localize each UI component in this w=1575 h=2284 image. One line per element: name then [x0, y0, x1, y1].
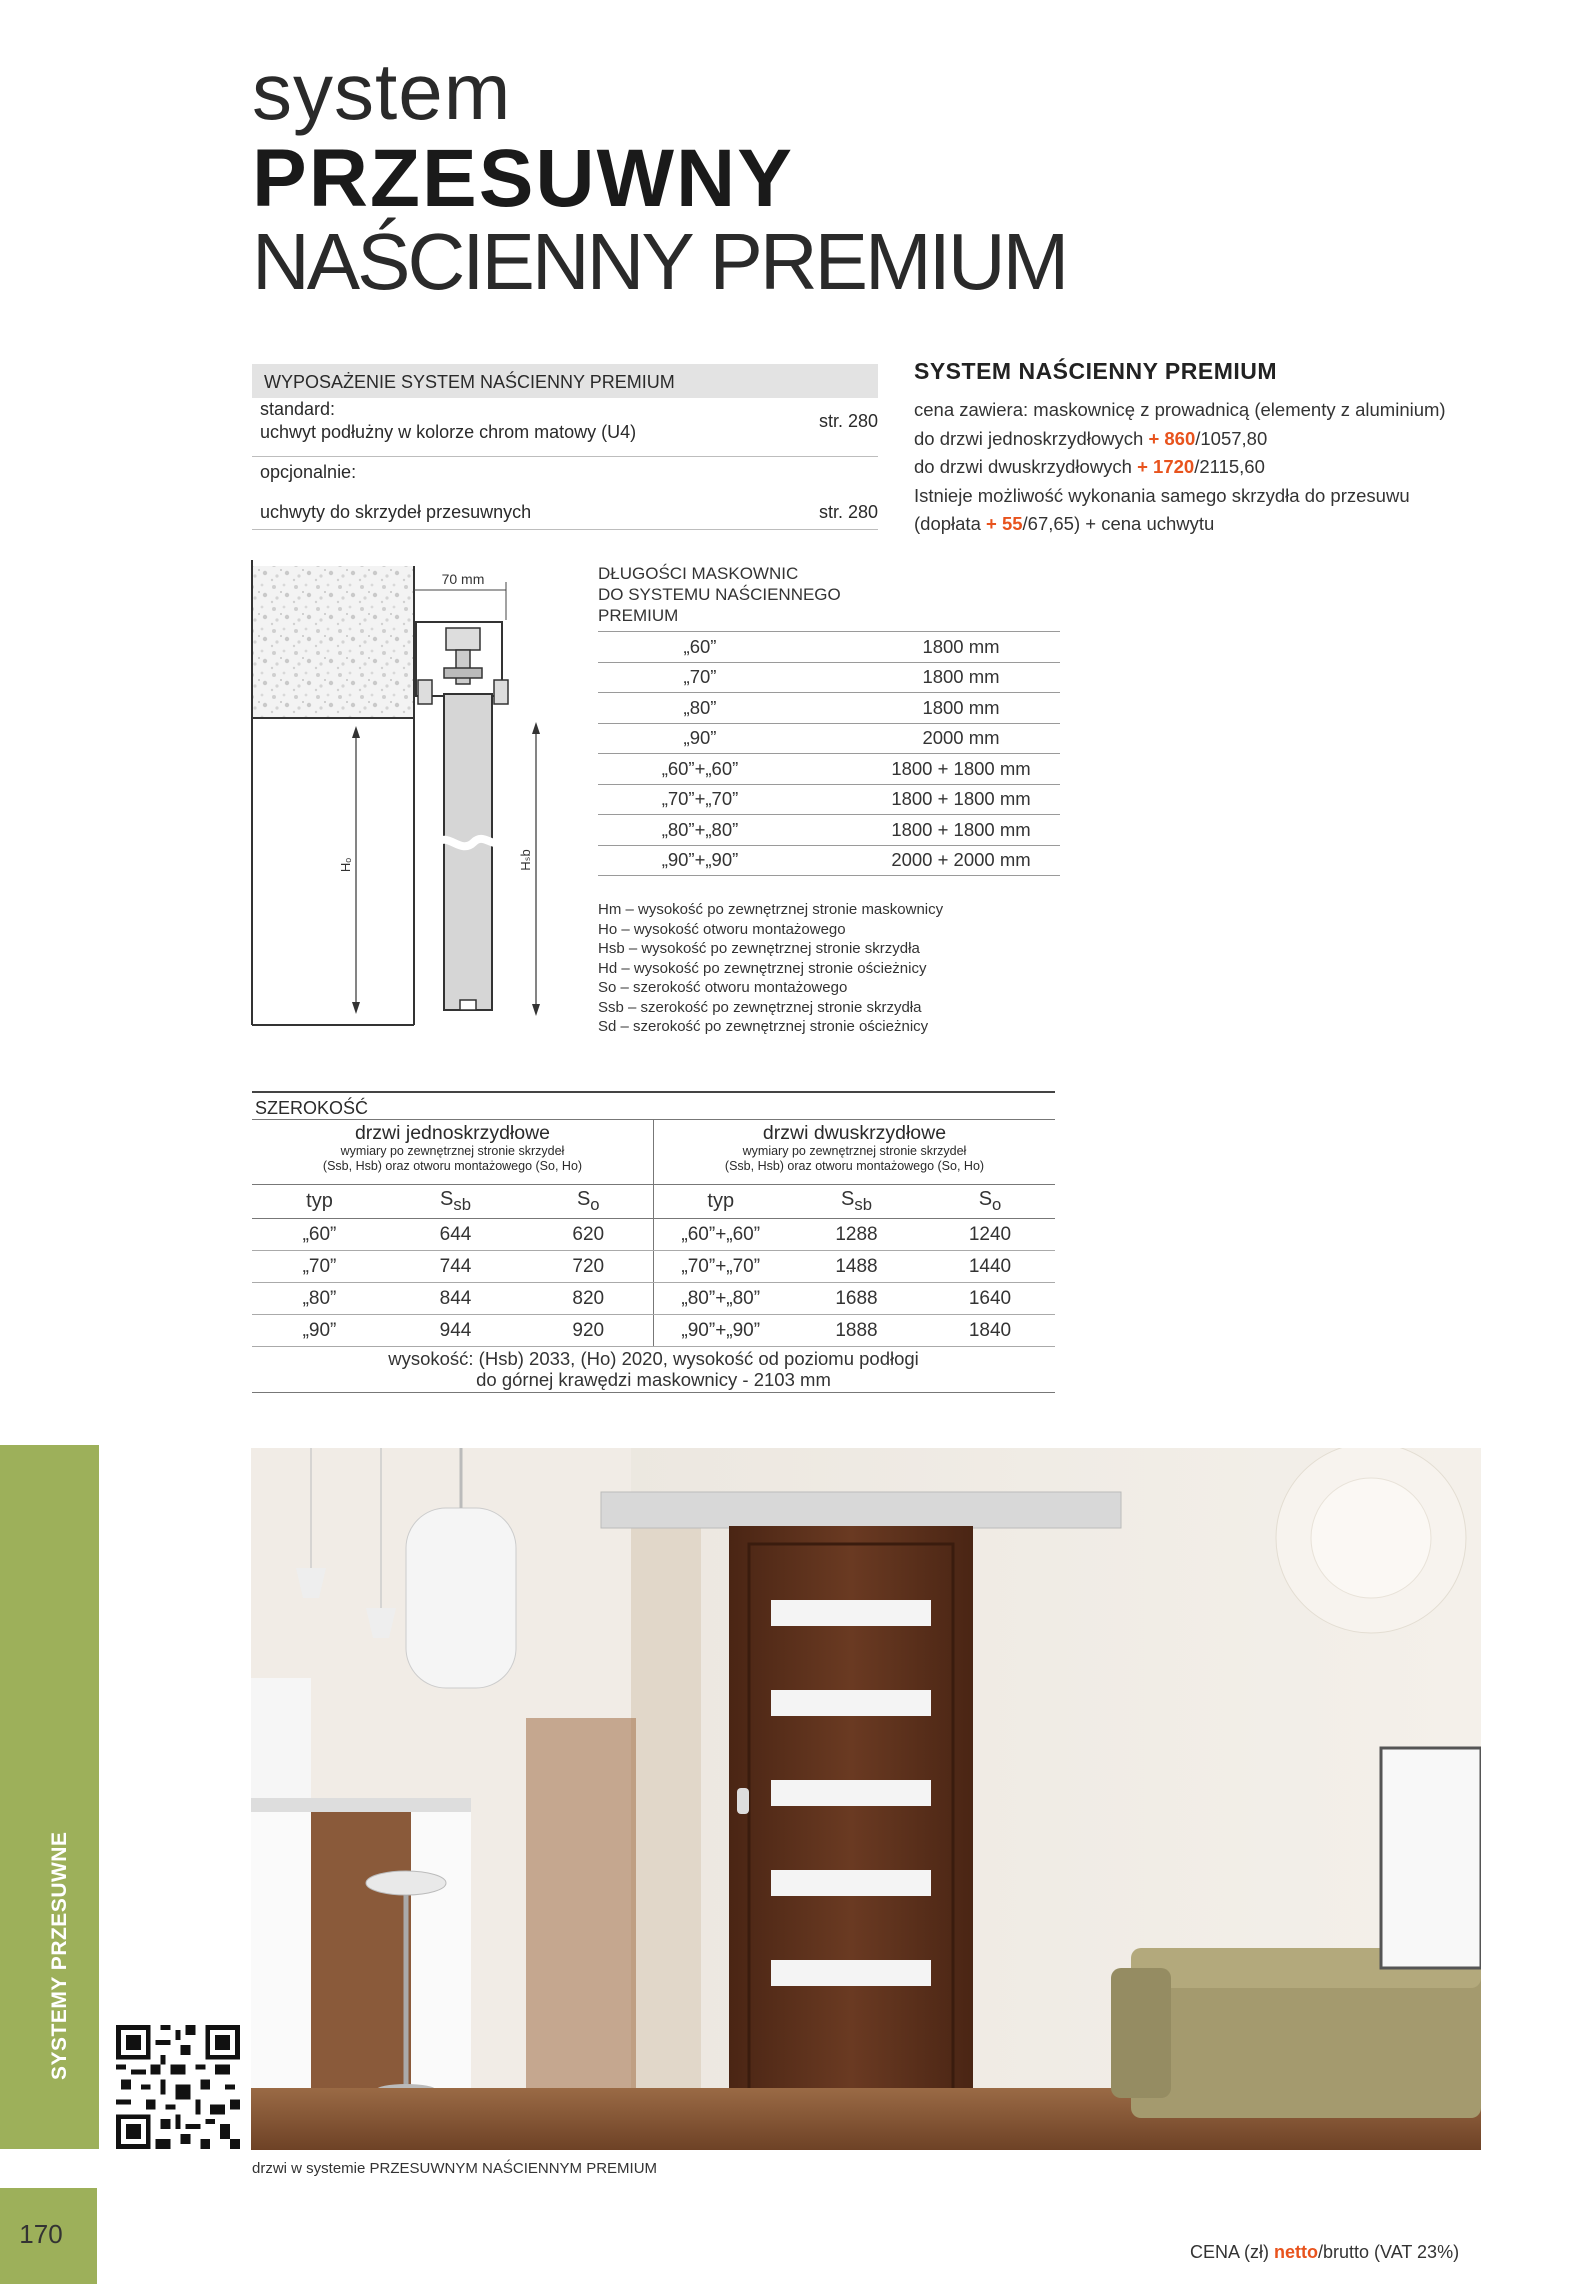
interior-photo	[251, 1448, 1481, 2150]
equipment-optional-label-row	[252, 457, 878, 493]
system-line-4: Istnieje możliwość wykonania samego skrzydła do przesuwu	[914, 484, 1410, 506]
table-row: „80” 1800 mm	[598, 693, 1060, 724]
table-row: „80” 844 820 „80”+„80” 1688 1640	[252, 1283, 1055, 1315]
legend-item: Sd – szerokość po zewnętrznej stronie ościeżnicy	[598, 1018, 929, 1035]
table-row: „90” 944 920 „90”+„90” 1888 1840	[252, 1315, 1055, 1347]
photo-caption: drzwi w systemie PRZESUWNYM NAŚCIENNYM PREMIUM	[252, 2160, 658, 2177]
equipment-optional-row	[252, 493, 878, 530]
system-line-3: do drzwi dwuskrzydłowych + 1720/2115,60	[914, 456, 1265, 477]
optional-page: str. 280	[818, 502, 878, 522]
ho-label: Hₒ	[338, 857, 353, 873]
system-line-2: do drzwi jednoskrzydłowych + 860/1057,80	[914, 427, 1268, 449]
width-header-row: typ $S_{sb}$ $S_o$ typ $S_{sb}$ $S_o$	[252, 1185, 1055, 1219]
legend-item: Ho – wysokość otworu montażowego	[598, 920, 846, 938]
legend-item: Ssb – szerokość po zewnętrznej stronie skrzydła	[598, 998, 922, 1016]
optional-label: opcjonalnie:	[260, 462, 357, 482]
system-description	[914, 396, 1494, 539]
abbreviation-legend	[598, 900, 943, 1037]
table-row: „70” 1800 mm	[598, 662, 1060, 693]
system-line-1: cena zawiera: maskownicę z prowadnicą (elementy z aluminium)	[914, 399, 1446, 420]
table-row: „70”+„70” 1800 + 1800 mm	[598, 784, 1060, 815]
system-line-5: (dopłata + 55/67,65) + cena uchwytu	[914, 513, 1215, 534]
table-row: „90” 2000 mm	[598, 723, 1060, 754]
technical-diagram	[248, 560, 558, 1030]
standard-page: str. 280	[818, 411, 878, 431]
equipment-header: WYPOSAŻENIE SYSTEM NAŚCIENNY PREMIUM	[252, 364, 878, 398]
qr-code-icon[interactable]	[116, 2025, 240, 2149]
system-title: SYSTEM NAŚCIENNY PREMIUM	[914, 358, 1278, 384]
width-values-table	[252, 1185, 1055, 1347]
width-dimension-label: 70 mm	[441, 571, 485, 587]
table-row: „90”+„90” 2000 + 2000 mm	[598, 845, 1060, 876]
table-row: „60” 1800 mm	[598, 632, 1060, 663]
single-door-header: drzwi jednoskrzydłowe wymiary po zewnętrznej stronie skrzydeł (Ssb, Hsb) oraz otworu montażowego (So, Ho)	[252, 1120, 654, 1184]
table-row: „70” 744 720 „70”+„70” 1488 1440	[252, 1251, 1055, 1283]
table-row: „80”+„80” 1800 + 1800 mm	[598, 815, 1060, 846]
optional-item: uchwyty do skrzydeł przesuwnych	[260, 502, 532, 522]
table-row: „60”+„60” 1800 + 1800 mm	[598, 754, 1060, 785]
table-row: „60” 644 620 „60”+„60” 1288 1240	[252, 1219, 1055, 1251]
legend-item: Hm – wysokość po zewnętrznej stronie maskownicy	[598, 901, 944, 918]
standard-label: standard:	[260, 399, 336, 419]
legend-item: Hsb – wysokość po zewnętrznej stronie skrzydła	[598, 940, 920, 957]
equipment-standard-row	[252, 398, 878, 457]
section-sidebar-label: SYSTEMY PRZESUWNE	[48, 1831, 71, 2080]
width-table	[252, 1091, 1055, 1393]
title-line-3: NAŚCIENNY PREMIUM	[252, 217, 1067, 306]
price-note: CENA (zł) netto/brutto (VAT 23%)	[1190, 2242, 1460, 2262]
title-line-2: PRZESUWNY	[252, 133, 794, 224]
legend-item: So – szerokość otworu montażowego	[598, 979, 848, 996]
height-note: wysokość: (Hsb) 2033, (Ho) 2020, wysokość od poziomu podłogi do górnej krawędzi maskownicy - 2103 mm	[252, 1347, 1055, 1393]
width-title: SZEROKOŚĆ	[252, 1093, 1055, 1120]
legend-item: Hd – wysokość po zewnętrznej stronie ościeżnicy	[598, 959, 927, 977]
hsb-label: Hₛb	[518, 849, 533, 871]
page-number: 170	[19, 2219, 63, 2249]
title-line-1: system	[252, 47, 512, 136]
double-door-header: drzwi dwuskrzydłowe wymiary po zewnętrznej stronie skrzydeł (Ssb, Hsb) oraz otworu montażowego (So, Ho)	[724, 1122, 985, 1173]
lengths-title: DŁUGOŚCI MASKOWNIC DO SYSTEMU NAŚCIENNEGO PREMIUM	[598, 564, 841, 625]
lengths-table	[598, 631, 1060, 876]
standard-item: uchwyt podłużny w kolorze chrom matowy (U4)	[260, 422, 637, 442]
equipment-table	[252, 364, 878, 530]
